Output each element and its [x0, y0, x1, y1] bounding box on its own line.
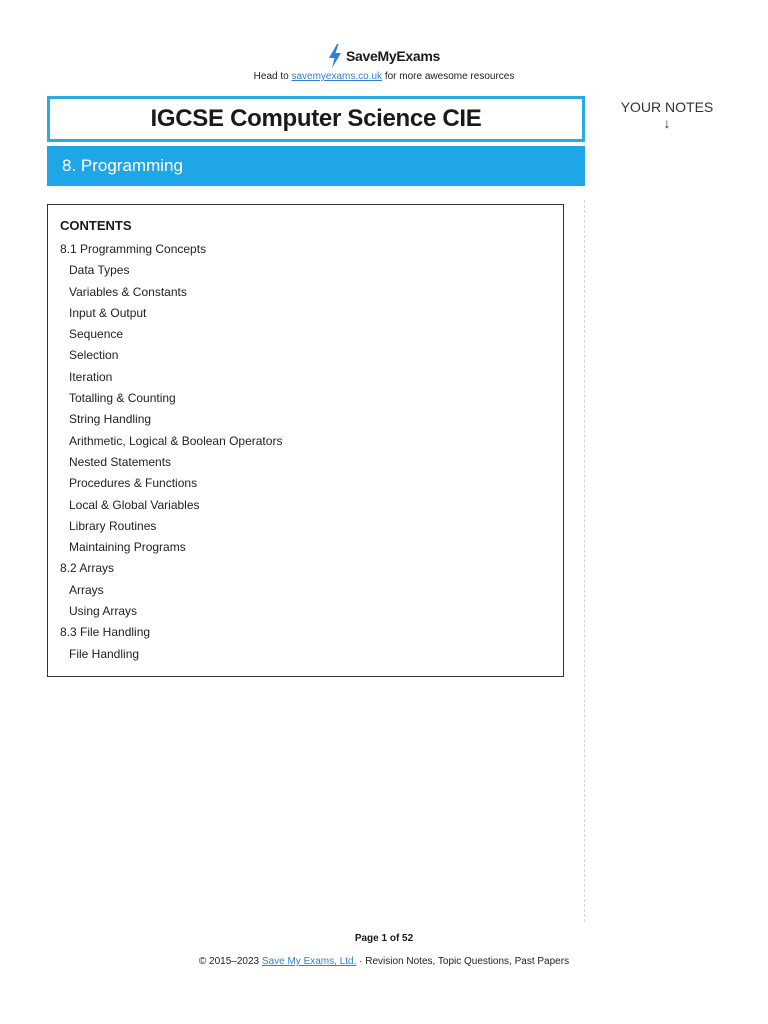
contents-topic-link[interactable]: Sequence — [69, 327, 124, 342]
contents-topic-link[interactable]: Procedures & Functions — [69, 476, 198, 491]
contents-topic-link[interactable]: Nested Statements — [69, 454, 172, 469]
contents-box — [47, 204, 564, 677]
brand-name: SaveMyExams — [346, 48, 440, 64]
contents-topic-link[interactable]: String Handling — [69, 412, 152, 427]
notes-margin-divider — [584, 200, 585, 922]
tagline-prefix: Head to — [253, 71, 292, 82]
contents-section-link[interactable]: 8.1 Programming Concepts — [60, 242, 207, 256]
your-notes-label — [612, 98, 722, 130]
page-title: IGCSE Computer Science CIE — [150, 105, 482, 132]
contents-topic-link[interactable]: Maintaining Programs — [69, 540, 186, 555]
section-title: 8. Programming — [62, 156, 183, 175]
contents-section-link[interactable]: 8.2 Arrays — [60, 561, 115, 576]
lightning-bolt-icon — [328, 44, 342, 68]
contents-topic-link[interactable]: Variables & Constants — [69, 284, 187, 299]
savemyexams-ltd-link[interactable]: Save My Exams, Ltd. — [261, 956, 357, 967]
title-box — [47, 96, 585, 142]
tagline-suffix: for more awesome resources — [382, 71, 515, 82]
contents-topic-link[interactable]: Library Routines — [69, 518, 157, 533]
copyright-suffix: · Revision Notes, Topic Questions, Past Papers — [356, 956, 570, 967]
contents-topic-link[interactable]: Totalling & Counting — [69, 391, 176, 406]
contents-topic-link[interactable]: Iteration — [69, 369, 113, 384]
contents-topic-link[interactable]: Data Types — [69, 263, 130, 278]
contents-topic-link[interactable]: Arrays — [69, 582, 104, 597]
contents-list — [48, 239, 563, 665]
contents-heading: CONTENTS — [60, 218, 132, 233]
page-number: Page 1 of 52 — [354, 933, 414, 944]
footer-copyright — [0, 956, 768, 967]
contents-topic-link[interactable]: Local & Global Variables — [69, 497, 200, 512]
header-tagline — [0, 71, 768, 82]
contents-topic-link[interactable]: File Handling — [69, 646, 140, 661]
contents-topic-link[interactable]: Selection — [69, 348, 119, 363]
arrow-down-icon: ↓ — [663, 115, 671, 131]
section-header-bar — [47, 146, 585, 186]
brand-logo[interactable] — [0, 44, 768, 68]
contents-section-link[interactable]: 8.3 File Handling — [60, 625, 151, 640]
contents-topic-link[interactable]: Arithmetic, Logical & Boolean Operators — [69, 433, 283, 448]
savemyexams-link[interactable]: savemyexams.co.uk — [291, 71, 383, 82]
copyright-prefix: © 2015–2023 — [198, 956, 262, 967]
your-notes-text: YOUR NOTES — [620, 99, 714, 115]
contents-topic-link[interactable]: Input & Output — [69, 305, 147, 320]
contents-topic-link[interactable]: Using Arrays — [69, 604, 138, 619]
